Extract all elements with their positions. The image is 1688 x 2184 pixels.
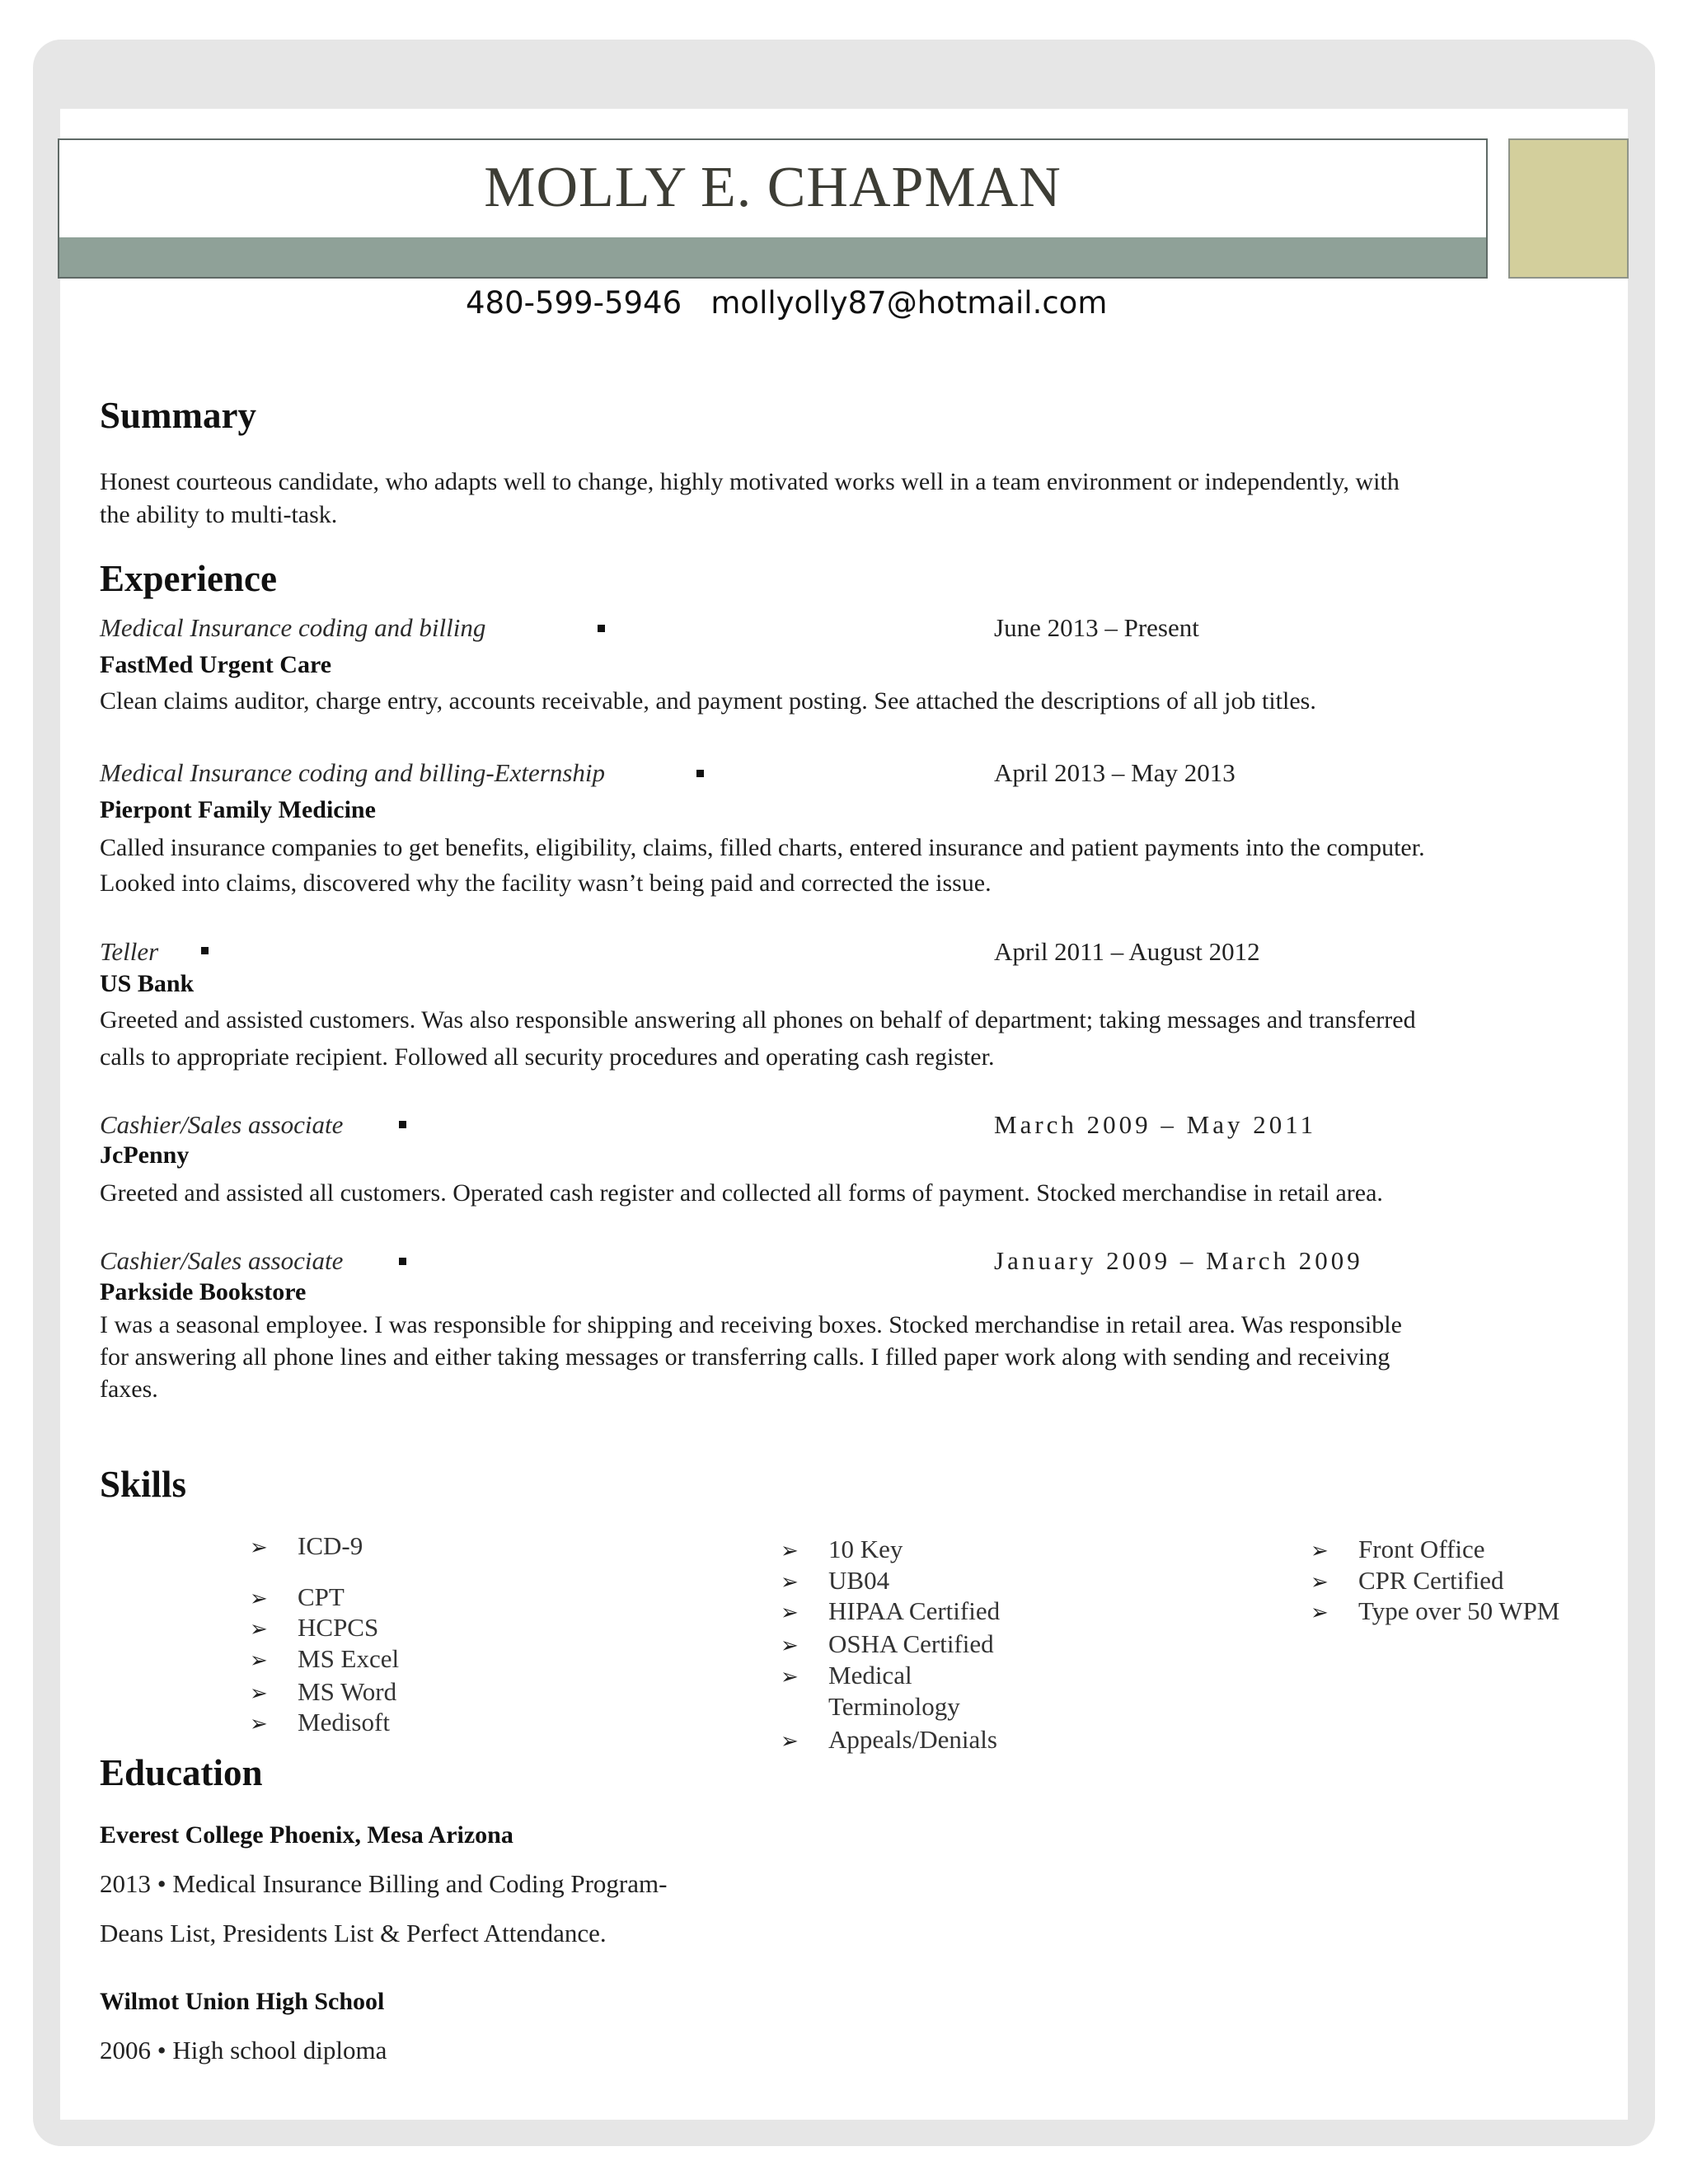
skill-item: ➢ Appeals/Denials xyxy=(781,1725,997,1754)
arrow-bullet-icon: ➢ xyxy=(250,1712,268,1736)
skills-heading: Skills xyxy=(100,1464,187,1505)
arrow-bullet-icon: ➢ xyxy=(250,1681,268,1706)
job-company: JcPenny xyxy=(100,1141,190,1169)
skill-item: ➢ HIPAA Certified xyxy=(781,1596,1001,1625)
experience-heading: Experience xyxy=(100,558,277,599)
education-heading: Education xyxy=(100,1752,263,1793)
bullet-marker xyxy=(696,770,704,777)
contact-info: 480-599-5946 mollyolly87@hotmail.com xyxy=(466,285,1108,321)
arrow-bullet-icon: ➢ xyxy=(250,1535,268,1560)
skill-item: ➢ Type over 50 WPM xyxy=(1311,1596,1560,1625)
bullet-marker xyxy=(201,947,209,954)
job-dates: April 2013 – May 2013 xyxy=(994,758,1236,787)
education-detail: 2013 • Medical Insurance Billing and Coding Program- xyxy=(100,1869,668,1898)
skill-item: ➢ Medical xyxy=(781,1661,912,1690)
arrow-bullet-icon: ➢ xyxy=(250,1586,268,1611)
job-company: Pierpont Family Medicine xyxy=(100,796,376,823)
arrow-bullet-icon: ➢ xyxy=(781,1729,799,1754)
job-description-line: for answering all phone lines and either taking messages or transferring calls. I filled paper work along with sending and receiving xyxy=(100,1343,1390,1371)
job-dates: January 2009 – March 2009 xyxy=(994,1246,1363,1275)
job-description-line: Clean claims auditor, charge entry, accounts receivable, and payment posting. See attached the descriptions of all job titles. xyxy=(100,687,1316,715)
school-name: Wilmot Union High School xyxy=(100,1988,385,2015)
skill-item: ➢ ICD-9 xyxy=(250,1531,363,1560)
job-title: Medical Insurance coding and billing xyxy=(100,613,486,642)
job-description-line: Greeted and assisted all customers. Operated cash register and collected all forms of payment. Stocked merchandise in retail area. xyxy=(100,1179,1383,1207)
job-company: US Bank xyxy=(100,970,195,997)
job-description-line: Greeted and assisted customers. Was also responsible answering all phones on behalf of department; taking messages and transferred xyxy=(100,1006,1416,1033)
summary-line-1: Honest courteous candidate, who adapts well to change, highly motivated works well in a team environment or independently, with xyxy=(100,468,1400,495)
education-detail: 2006 • High school diploma xyxy=(100,2036,387,2064)
job-company: Parkside Bookstore xyxy=(100,1278,307,1305)
skill-item: ➢ Medisoft xyxy=(250,1708,390,1736)
arrow-bullet-icon: ➢ xyxy=(250,1617,268,1642)
skill-item: ➢ OSHA Certified xyxy=(781,1629,994,1658)
bullet-marker xyxy=(399,1121,406,1128)
arrow-bullet-icon: ➢ xyxy=(1311,1539,1329,1563)
job-description-line: Called insurance companies to get benefits, eligibility, claims, filled charts, entered insurance and patient payments into the computer. xyxy=(100,834,1425,861)
summary-line-2: the ability to multi-task. xyxy=(100,501,338,528)
job-description-line: Looked into claims, discovered why the facility wasn’t being paid and corrected the issue. xyxy=(100,869,992,897)
banner-accent-bar xyxy=(59,237,1486,277)
candidate-name: MOLLY E. CHAPMAN xyxy=(484,156,1062,219)
skill-item: ➢ UB04 xyxy=(781,1566,890,1595)
arrow-bullet-icon: ➢ xyxy=(1311,1601,1329,1625)
job-title: Medical Insurance coding and billing-Externship xyxy=(100,758,605,787)
bullet-marker xyxy=(598,625,605,632)
accent-square xyxy=(1508,138,1629,279)
summary-heading: Summary xyxy=(100,395,256,436)
arrow-bullet-icon: ➢ xyxy=(781,1570,799,1595)
job-dates: March 2009 – May 2011 xyxy=(994,1110,1317,1139)
job-title: Cashier/Sales associate xyxy=(100,1110,344,1139)
skill-item-continued: Terminology xyxy=(828,1692,960,1721)
name-banner xyxy=(58,138,1488,279)
job-description-line: calls to appropriate recipient. Followed all security procedures and operating cash register. xyxy=(100,1043,995,1071)
job-dates: April 2011 – August 2012 xyxy=(994,937,1260,966)
arrow-bullet-icon: ➢ xyxy=(781,1539,799,1563)
arrow-bullet-icon: ➢ xyxy=(781,1601,799,1625)
job-description-line: I was a seasonal employee. I was responsible for shipping and receiving boxes. Stocked merchandise in retail area. Was responsible xyxy=(100,1311,1402,1338)
arrow-bullet-icon: ➢ xyxy=(1311,1570,1329,1595)
arrow-bullet-icon: ➢ xyxy=(250,1648,268,1673)
school-name: Everest College Phoenix, Mesa Arizona xyxy=(100,1821,513,1849)
skill-item: ➢ CPR Certified xyxy=(1311,1566,1504,1595)
skill-item: ➢ CPT xyxy=(250,1582,345,1611)
skill-item: ➢ HCPCS xyxy=(250,1613,379,1642)
skill-item: ➢ Front Office xyxy=(1311,1535,1485,1563)
job-title: Cashier/Sales associate xyxy=(100,1246,344,1275)
skill-item: ➢ MS Word xyxy=(250,1677,397,1706)
arrow-bullet-icon: ➢ xyxy=(781,1633,799,1658)
bullet-marker xyxy=(399,1258,406,1265)
arrow-bullet-icon: ➢ xyxy=(781,1665,799,1690)
skill-item: ➢ 10 Key xyxy=(781,1535,903,1563)
job-dates: June 2013 – Present xyxy=(994,613,1199,642)
job-description-line: faxes. xyxy=(100,1376,158,1403)
skill-item: ➢ MS Excel xyxy=(250,1644,400,1673)
job-company: FastMed Urgent Care xyxy=(100,651,332,678)
job-title: Teller xyxy=(100,937,159,966)
education-detail: Deans List, Presidents List & Perfect Attendance. xyxy=(100,1919,607,1947)
